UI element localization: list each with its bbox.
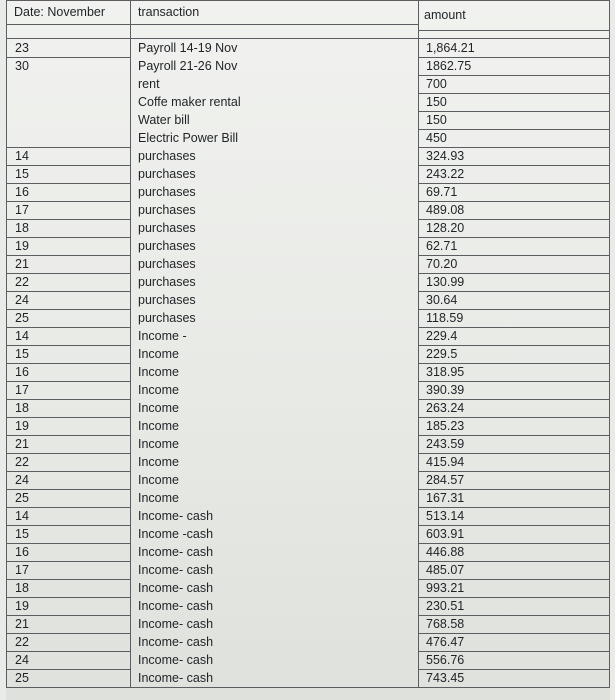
row-divider [6, 345, 130, 346]
transactions-sheet [6, 0, 610, 700]
row-divider [6, 309, 130, 310]
row-divider [6, 525, 130, 526]
date-cell: 14 [15, 149, 29, 163]
row-divider [418, 597, 610, 598]
row-divider [418, 615, 610, 616]
date-cell [15, 111, 129, 129]
row-divider [418, 525, 610, 526]
transaction-cell: Income [138, 473, 179, 487]
row-divider [418, 327, 610, 328]
grid-line [6, 38, 610, 39]
amount-cell: 993.21 [426, 581, 465, 595]
date-cell: 19 [15, 239, 29, 253]
date-cell: 24 [15, 293, 29, 307]
row-divider [6, 381, 130, 382]
date-cell: 25 [15, 671, 29, 685]
row-divider [418, 75, 610, 76]
amount-cell: 69.71 [426, 185, 458, 199]
grid-line [6, 687, 610, 688]
date-cell: 18 [15, 221, 29, 235]
transaction-column-header: transaction [138, 5, 200, 19]
column-divider [6, 0, 7, 687]
row-divider [6, 507, 130, 508]
row-divider [418, 291, 610, 292]
column-divider [418, 0, 419, 687]
date-cell: 17 [15, 563, 29, 577]
amount-cell: 390.39 [426, 383, 465, 397]
amount-cell: 128.20 [426, 221, 465, 235]
transaction-cell: purchases [138, 149, 196, 163]
row-divider [418, 147, 610, 148]
date-cell: 25 [15, 311, 29, 325]
transaction-cell: Income [138, 401, 179, 415]
row-divider [6, 597, 130, 598]
row-divider [418, 489, 610, 490]
row-divider [6, 273, 130, 274]
date-cell: 19 [15, 599, 29, 613]
transaction-cell: purchases [138, 203, 196, 217]
row-divider [6, 165, 130, 166]
row-divider [6, 291, 130, 292]
amount-cell: 1862.75 [426, 59, 472, 73]
row-divider [418, 255, 610, 256]
date-cell: 22 [15, 635, 29, 649]
date-cell: 23 [15, 41, 29, 55]
amount-cell: 603.91 [426, 527, 465, 541]
transaction-cell: Income- cash [138, 617, 214, 631]
row-divider [6, 183, 130, 184]
row-divider [6, 237, 130, 238]
date-cell: 18 [15, 401, 29, 415]
amount-cell: 62.71 [426, 239, 458, 253]
transaction-cell: purchases [138, 293, 196, 307]
amount-cell: 768.58 [426, 617, 465, 631]
transaction-cell: Income -cash [138, 527, 214, 541]
transaction-cell: purchases [138, 239, 196, 253]
transaction-cell: Income- cash [138, 581, 214, 595]
transaction-cell: Electric Power Bill [138, 131, 239, 145]
amount-cell: 150 [426, 95, 447, 109]
row-divider [418, 399, 610, 400]
date-cell: 14 [15, 329, 29, 343]
transaction-cell: Coffe maker rental [138, 95, 241, 109]
date-cell [15, 129, 129, 147]
row-divider [6, 633, 130, 634]
amount-cell: 150 [426, 113, 447, 127]
amount-cell: 318.95 [426, 365, 465, 379]
amount-cell: 415.94 [426, 455, 465, 469]
row-divider [418, 543, 610, 544]
row-divider [418, 471, 610, 472]
transaction-cell: Payroll 21-26 Nov [138, 59, 238, 73]
transaction-cell: Income [138, 347, 179, 361]
amount-cell: 446.88 [426, 545, 465, 559]
grid-line [6, 0, 610, 1]
row-divider [6, 543, 130, 544]
row-divider [6, 255, 130, 256]
amount-cell: 485.07 [426, 563, 465, 577]
transaction-cell: Income- cash [138, 635, 214, 649]
amount-cell: 243.22 [426, 167, 465, 181]
amount-cell: 324.93 [426, 149, 465, 163]
amount-cell: 230.51 [426, 599, 465, 613]
row-divider [418, 435, 610, 436]
row-divider [418, 237, 610, 238]
grid-line [418, 30, 610, 31]
transaction-cell: Water bill [138, 113, 190, 127]
row-divider [418, 345, 610, 346]
transaction-cell: purchases [138, 185, 196, 199]
amount-cell: 700 [426, 77, 447, 91]
row-divider [418, 381, 610, 382]
amount-cell: 263.24 [426, 401, 465, 415]
amount-cell: 70.20 [426, 257, 458, 271]
grid-line [6, 24, 418, 25]
amount-cell: 229.4 [426, 329, 458, 343]
row-divider [6, 57, 130, 58]
amount-cell: 229.5 [426, 347, 458, 361]
row-divider [6, 435, 130, 436]
transaction-cell: Income- cash [138, 545, 214, 559]
row-divider [418, 453, 610, 454]
amount-cell: 513.14 [426, 509, 465, 523]
row-divider [418, 201, 610, 202]
row-divider [418, 273, 610, 274]
row-divider [418, 507, 610, 508]
amount-cell: 284.57 [426, 473, 465, 487]
date-cell: 18 [15, 581, 29, 595]
row-divider [6, 471, 130, 472]
date-cell: 22 [15, 455, 29, 469]
transaction-cell: purchases [138, 257, 196, 271]
amount-cell: 185.23 [426, 419, 465, 433]
date-cell: 21 [15, 257, 29, 271]
row-divider [6, 615, 130, 616]
row-divider [418, 183, 610, 184]
date-cell: 22 [15, 275, 29, 289]
amount-cell: 130.99 [426, 275, 465, 289]
row-divider [6, 651, 130, 652]
date-cell: 16 [15, 185, 29, 199]
row-divider [6, 417, 130, 418]
transaction-cell: Income [138, 419, 179, 433]
date-cell: 15 [15, 167, 29, 181]
row-divider [418, 129, 610, 130]
date-cell: 16 [15, 365, 29, 379]
date-cell [15, 93, 129, 111]
date-cell: 16 [15, 545, 29, 559]
date-cell: 30 [15, 59, 29, 73]
date-cell: 21 [15, 617, 29, 631]
row-divider [418, 93, 610, 94]
transaction-cell: Payroll 14-19 Nov [138, 41, 238, 55]
transaction-cell: Income- cash [138, 653, 214, 667]
transaction-cell: purchases [138, 275, 196, 289]
date-cell: 24 [15, 473, 29, 487]
row-divider [418, 309, 610, 310]
date-cell: 15 [15, 527, 29, 541]
transaction-cell: Income [138, 437, 179, 451]
amount-cell: 450 [426, 131, 447, 145]
amount-cell: 1,864.21 [426, 41, 475, 55]
row-divider [6, 669, 130, 670]
transaction-cell: rent [138, 77, 160, 91]
row-divider [6, 363, 130, 364]
transaction-cell: Income - [138, 329, 187, 343]
transaction-cell: Income- cash [138, 599, 214, 613]
transaction-cell: Income [138, 455, 179, 469]
row-divider [418, 363, 610, 364]
date-cell: 19 [15, 419, 29, 433]
transaction-cell: Income [138, 383, 179, 397]
row-divider [418, 57, 610, 58]
transaction-cell: purchases [138, 167, 196, 181]
transaction-cell: Income- cash [138, 509, 214, 523]
row-divider [6, 489, 130, 490]
row-divider [6, 219, 130, 220]
amount-column-header: amount [424, 8, 466, 22]
amount-cell: 30.64 [426, 293, 458, 307]
amount-cell: 118.59 [426, 311, 464, 325]
column-divider [609, 0, 610, 687]
amount-cell: 476.47 [426, 635, 465, 649]
transaction-cell: Income- cash [138, 563, 214, 577]
row-divider [6, 453, 130, 454]
date-cell: 17 [15, 383, 29, 397]
transaction-cell: Income [138, 491, 179, 505]
row-divider [418, 579, 610, 580]
transaction-cell: Income [138, 365, 179, 379]
row-divider [418, 219, 610, 220]
date-cell: 25 [15, 491, 29, 505]
row-divider [6, 147, 130, 148]
date-cell [15, 75, 129, 93]
row-divider [418, 669, 610, 670]
amount-cell: 167.31 [426, 491, 465, 505]
amount-cell: 489.08 [426, 203, 465, 217]
row-divider [6, 399, 130, 400]
date-cell: 17 [15, 203, 29, 217]
row-divider [6, 327, 130, 328]
row-divider [418, 651, 610, 652]
date-column-header: Date: November [14, 5, 106, 19]
row-divider [418, 417, 610, 418]
row-divider [6, 561, 130, 562]
date-cell: 24 [15, 653, 29, 667]
date-cell: 21 [15, 437, 29, 451]
date-cell: 14 [15, 509, 29, 523]
amount-cell: 743.45 [426, 671, 465, 685]
transaction-cell: purchases [138, 311, 196, 325]
transaction-cell: purchases [138, 221, 196, 235]
row-divider [418, 165, 610, 166]
column-divider [130, 0, 131, 687]
row-divider [418, 111, 610, 112]
amount-cell: 243.59 [426, 437, 465, 451]
amount-cell: 556.76 [426, 653, 465, 667]
row-divider [418, 633, 610, 634]
row-divider [6, 201, 130, 202]
transaction-cell: Income- cash [138, 671, 214, 685]
date-cell: 15 [15, 347, 29, 361]
row-divider [418, 561, 610, 562]
row-divider [6, 579, 130, 580]
